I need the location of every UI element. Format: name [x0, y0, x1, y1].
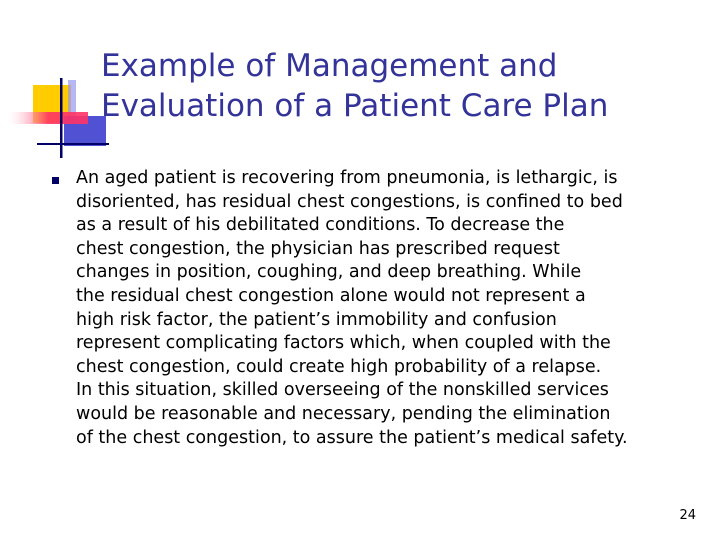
body-line: chest congestion, could create high probability of a relapse.	[76, 356, 602, 377]
body-line: chest congestion, the physician has prescribed request	[76, 238, 560, 259]
body-line: represent complicating factors which, when coupled with the	[76, 333, 611, 354]
title-line-1: Example of Management and	[101, 48, 558, 84]
body-line: high risk factor, the patient’s immobility and confusion	[76, 309, 557, 330]
body-paragraph	[76, 167, 706, 450]
body-line: An aged patient is recovering from pneumonia, is lethargic, is	[76, 168, 618, 188]
body-line: as a result of his debilitated conditions. To decrease the	[76, 215, 565, 236]
body-line: In this situation, skilled overseeing of the nonskilled services	[76, 380, 609, 401]
body-line: disoriented, has residual chest congestions, is confined to bed	[76, 191, 623, 212]
bullet-marker	[52, 177, 59, 184]
slide-title	[101, 46, 701, 126]
body-line: the residual chest congestion alone would not represent a	[76, 285, 586, 306]
body-line: of the chest congestion, to assure the patient’s medical safety.	[76, 427, 628, 448]
body-line: changes in position, coughing, and deep breathing. While	[76, 262, 582, 283]
page-number: 24	[679, 508, 696, 523]
body-line: would be reasonable and necessary, pending the elimination	[76, 403, 611, 424]
decorative-squares-graphic	[0, 0, 110, 170]
title-line-2: Evaluation of a Patient Care Plan	[101, 88, 609, 124]
